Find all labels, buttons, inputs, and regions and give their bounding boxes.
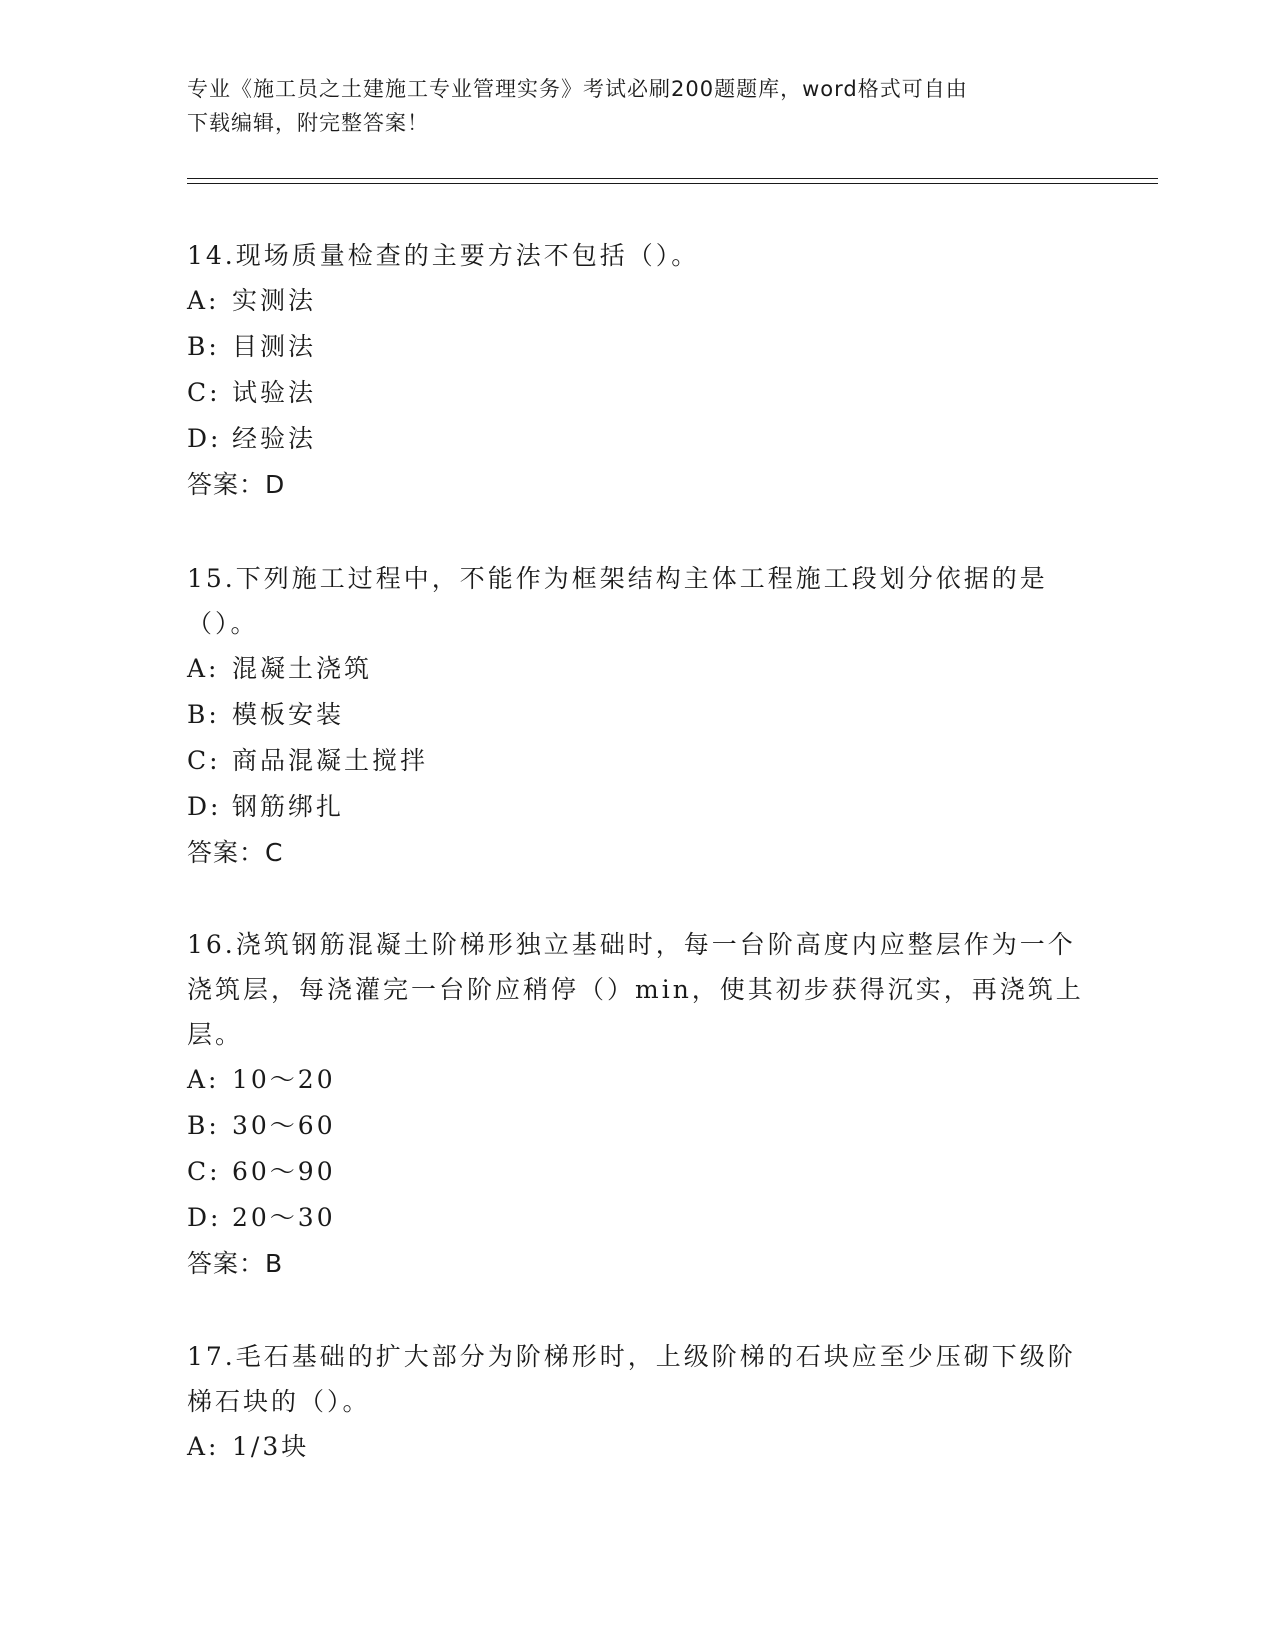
- option-d: [187, 1195, 1087, 1241]
- option-label: A:: [187, 1432, 220, 1461]
- option-text: 模板安装: [232, 700, 345, 729]
- header-line-1: 专业《施工员之土建施工专业管理实务》考试必刷200题题库，word格式可自由: [187, 77, 968, 101]
- option-label: C:: [187, 746, 221, 775]
- option-text: 目测法: [232, 332, 317, 361]
- option-b: [187, 324, 1087, 370]
- option-c: [187, 738, 1087, 784]
- question-stem: 17.毛石基础的扩大部分为阶梯形时，上级阶梯的石块应至少压砌下级阶梯石块的（）。: [187, 1342, 1076, 1416]
- option-label: B:: [187, 332, 220, 361]
- option-d: [187, 784, 1087, 830]
- option-text: 实测法: [232, 286, 317, 315]
- option-a: [187, 646, 1087, 692]
- option-label: B:: [187, 1111, 220, 1140]
- header-rule-top: [187, 178, 1158, 179]
- option-text: 商品混凝土搅拌: [232, 746, 429, 775]
- option-a: [187, 1424, 1087, 1470]
- answer: 答案：C: [187, 838, 284, 867]
- option-text: 混凝土浇筑: [232, 654, 373, 683]
- answer: 答案：B: [187, 1249, 284, 1278]
- question-stem: 16.浇筑钢筋混凝土阶梯形独立基础时，每一台阶高度内应整层作为一个浇筑层，每浇灌完一台阶应稍停（）min，使其初步获得沉实，再浇筑上层。: [187, 930, 1084, 1049]
- document-header: [187, 72, 1087, 140]
- option-text: 试验法: [232, 378, 317, 407]
- option-b: [187, 692, 1087, 738]
- option-text: 经验法: [232, 424, 317, 453]
- option-label: D:: [187, 424, 222, 453]
- option-text: 钢筋绑扎: [232, 792, 345, 821]
- option-c: [187, 1149, 1087, 1195]
- option-text: 60～90: [232, 1157, 336, 1186]
- option-label: A:: [187, 654, 220, 683]
- option-text: 20～30: [232, 1203, 336, 1232]
- option-label: C:: [187, 378, 221, 407]
- option-label: D:: [187, 792, 222, 821]
- question-16: [187, 922, 1087, 1287]
- answer: 答案：D: [187, 470, 286, 499]
- question-15: [187, 556, 1087, 876]
- header-rule-bottom: [187, 183, 1158, 184]
- question-17: [187, 1334, 1087, 1470]
- question-stem: 15.下列施工过程中，不能作为框架结构主体工程施工段划分依据的是（）。: [187, 564, 1048, 638]
- option-text: 10～20: [232, 1065, 336, 1094]
- option-label: A:: [187, 1065, 220, 1094]
- option-label: B:: [187, 700, 220, 729]
- option-label: D:: [187, 1203, 222, 1232]
- question-14: [187, 233, 1087, 508]
- option-b: [187, 1103, 1087, 1149]
- option-c: [187, 370, 1087, 416]
- option-text: 30～60: [232, 1111, 336, 1140]
- option-a: [187, 1057, 1087, 1103]
- question-stem: 14.现场质量检查的主要方法不包括（）。: [187, 241, 700, 270]
- option-text: 1/3块: [232, 1432, 310, 1461]
- header-line-2: 下载编辑，附完整答案！: [187, 111, 429, 135]
- option-label: C:: [187, 1157, 221, 1186]
- option-a: [187, 278, 1087, 324]
- option-d: [187, 416, 1087, 462]
- option-label: A:: [187, 286, 220, 315]
